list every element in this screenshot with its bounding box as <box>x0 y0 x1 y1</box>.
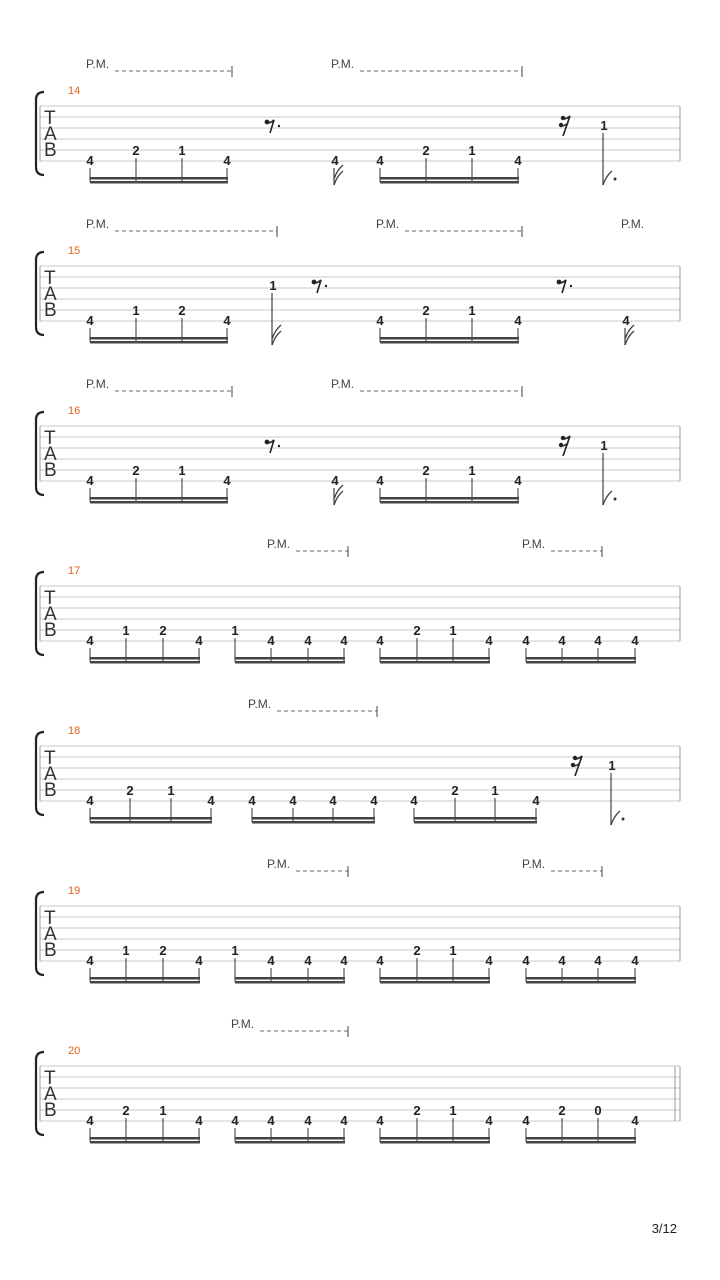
fret-number: 4 <box>376 473 384 488</box>
palm-mute <box>331 57 522 77</box>
fret-number: 4 <box>514 313 522 328</box>
tab-letter: T <box>44 908 56 929</box>
fret-number: 4 <box>223 473 231 488</box>
fret-number: 4 <box>558 633 566 648</box>
tab-system <box>36 377 680 505</box>
fret-number: 4 <box>485 1113 493 1128</box>
eighth-rest <box>557 280 573 293</box>
fret-number: 1 <box>178 463 186 478</box>
fret-number: 1 <box>600 438 608 453</box>
beam <box>252 821 375 824</box>
fret-number: 1 <box>132 303 140 318</box>
beamed-group <box>376 943 493 984</box>
beamed-group <box>376 463 522 504</box>
tab-letter: A <box>44 124 57 145</box>
beam <box>380 497 519 500</box>
tab-letter: B <box>44 140 57 161</box>
palm-mute <box>86 57 232 77</box>
note-flag <box>603 491 612 505</box>
beamed-group <box>410 783 540 824</box>
fret-number: 4 <box>622 313 630 328</box>
fret-number: 2 <box>132 143 140 158</box>
fret-number: 4 <box>86 793 94 808</box>
single-note <box>331 153 343 185</box>
note-flag <box>272 331 281 345</box>
beam <box>235 977 345 980</box>
beam <box>235 657 345 660</box>
note-dot <box>614 178 617 181</box>
beam <box>380 657 490 660</box>
palm-mute <box>86 377 232 397</box>
fret-number: 4 <box>331 153 339 168</box>
palm-mute <box>231 1017 348 1037</box>
fret-number: 4 <box>86 633 94 648</box>
fret-number: 1 <box>231 623 239 638</box>
note-flag <box>334 491 343 505</box>
fret-number: 4 <box>195 953 203 968</box>
fret-number: 1 <box>468 303 476 318</box>
tab-letter: T <box>44 1068 56 1089</box>
fret-number: 4 <box>376 153 384 168</box>
beam <box>380 501 519 504</box>
palm-mute-label: P.M. <box>331 377 355 391</box>
fret-number: 4 <box>594 953 602 968</box>
palm-mute-label: P.M. <box>231 1017 255 1031</box>
tab-letter: A <box>44 924 57 945</box>
fret-number: 1 <box>449 623 457 638</box>
fret-number: 4 <box>331 473 339 488</box>
beam <box>380 341 519 344</box>
fret-number: 2 <box>413 623 421 638</box>
fret-number: 1 <box>159 1103 167 1118</box>
tab-letter: B <box>44 1100 57 1121</box>
tab-letter: A <box>44 284 57 305</box>
beam <box>526 657 636 660</box>
beamed-group <box>231 623 348 664</box>
beam <box>90 177 228 180</box>
fret-number: 4 <box>267 1113 275 1128</box>
beamed-group <box>231 1113 348 1144</box>
palm-mute <box>522 857 602 877</box>
note-dot <box>614 498 617 501</box>
beam <box>90 821 212 824</box>
fret-number: 4 <box>340 633 348 648</box>
beamed-group <box>248 793 378 824</box>
palm-mute <box>267 857 348 877</box>
measure-number: 19 <box>68 885 81 897</box>
beam <box>414 817 537 820</box>
fret-number: 4 <box>631 1113 639 1128</box>
palm-mute <box>376 217 522 237</box>
tab-system <box>36 537 680 664</box>
beam <box>252 817 375 820</box>
palm-mute <box>86 217 277 237</box>
palm-mute-label: P.M. <box>86 377 110 391</box>
page-number: 3/12 <box>651 1221 677 1236</box>
fret-number: 2 <box>126 783 134 798</box>
fret-number: 4 <box>376 313 384 328</box>
fret-number: 4 <box>376 1113 384 1128</box>
measure-number: 16 <box>68 405 81 417</box>
fret-number: 2 <box>422 143 430 158</box>
beamed-group <box>231 943 348 984</box>
eighth-rest <box>265 120 281 133</box>
tab-letter: A <box>44 604 57 625</box>
tab-system <box>36 57 680 185</box>
beam <box>90 497 228 500</box>
fret-number: 2 <box>178 303 186 318</box>
fret-number: 4 <box>522 633 530 648</box>
beam <box>90 181 228 184</box>
beam <box>90 337 228 340</box>
fret-number: 1 <box>491 783 499 798</box>
eighth-rest <box>265 440 281 453</box>
fret-number: 2 <box>122 1103 130 1118</box>
fret-number: 4 <box>631 953 639 968</box>
beam <box>380 177 519 180</box>
measure-number: 15 <box>68 245 81 257</box>
beam <box>90 501 228 504</box>
measure-number: 17 <box>68 565 81 577</box>
palm-mute-label: P.M. <box>522 857 546 871</box>
fret-number: 4 <box>558 953 566 968</box>
fret-number: 1 <box>608 758 616 773</box>
tab-system <box>36 857 680 984</box>
tab-system <box>36 1017 680 1144</box>
tab-letter: T <box>44 748 56 769</box>
tab-letter: A <box>44 764 57 785</box>
palm-mute-label: P.M. <box>267 537 291 551</box>
fret-number: 4 <box>370 793 378 808</box>
fret-number: 4 <box>289 793 297 808</box>
beam <box>235 1141 345 1144</box>
note-flag <box>334 171 343 185</box>
fret-number: 4 <box>485 633 493 648</box>
fret-number: 4 <box>376 953 384 968</box>
palm-mute-label: P.M. <box>248 697 272 711</box>
measure-number: 20 <box>68 1045 81 1057</box>
palm-mute <box>331 377 522 397</box>
beam <box>380 1141 490 1144</box>
fret-number: 2 <box>132 463 140 478</box>
beamed-group <box>86 1103 203 1144</box>
palm-mute-label: P.M. <box>621 217 645 231</box>
tab-letter: T <box>44 108 56 129</box>
beam <box>90 981 200 984</box>
fret-number: 4 <box>86 1113 94 1128</box>
fret-number: 4 <box>304 953 312 968</box>
beam <box>380 181 519 184</box>
fret-number: 4 <box>86 953 94 968</box>
note-flag <box>611 811 620 825</box>
fret-number: 1 <box>231 943 239 958</box>
tab-system <box>36 217 680 345</box>
sixteenth-rest <box>559 116 570 136</box>
sixteenth-rest <box>571 756 582 776</box>
beamed-group <box>522 1103 639 1144</box>
fret-number: 4 <box>195 633 203 648</box>
fret-number: 1 <box>600 118 608 133</box>
fret-number: 4 <box>522 953 530 968</box>
note-dot <box>622 818 625 821</box>
beam <box>90 817 212 820</box>
fret-number: 1 <box>468 143 476 158</box>
tab-system <box>36 697 680 825</box>
fret-number: 4 <box>304 633 312 648</box>
beam <box>380 1137 490 1140</box>
fret-number: 2 <box>159 623 167 638</box>
fret-number: 4 <box>223 313 231 328</box>
fret-number: 4 <box>86 473 94 488</box>
fret-number: 4 <box>631 633 639 648</box>
beam <box>526 1141 636 1144</box>
single-note <box>331 473 343 505</box>
beam <box>526 981 636 984</box>
tab-letter: B <box>44 300 57 321</box>
beam <box>526 1137 636 1140</box>
beamed-group <box>86 463 231 504</box>
fret-number: 4 <box>532 793 540 808</box>
fret-number: 4 <box>340 953 348 968</box>
fret-number: 1 <box>122 943 130 958</box>
note-flag <box>603 171 612 185</box>
beam <box>235 1137 345 1140</box>
beamed-group <box>86 143 231 184</box>
fret-number: 4 <box>195 1113 203 1128</box>
measure-number: 18 <box>68 725 81 737</box>
fret-number: 4 <box>207 793 215 808</box>
fret-number: 4 <box>267 953 275 968</box>
fret-number: 1 <box>269 278 277 293</box>
beam <box>380 661 490 664</box>
fret-number: 2 <box>558 1103 566 1118</box>
note-flag <box>625 331 634 345</box>
fret-number: 4 <box>223 153 231 168</box>
beam <box>380 337 519 340</box>
measure-number: 14 <box>68 85 81 97</box>
palm-mute <box>522 537 602 557</box>
beam <box>526 661 636 664</box>
fret-number: 4 <box>340 1113 348 1128</box>
fret-number: 4 <box>304 1113 312 1128</box>
palm-mute <box>248 697 377 717</box>
fret-number: 4 <box>86 153 94 168</box>
palm-mute-label: P.M. <box>86 217 110 231</box>
tab-letter: A <box>44 1084 57 1105</box>
eighth-rest <box>312 280 328 293</box>
tab-letter: B <box>44 620 57 641</box>
beamed-group <box>86 303 231 344</box>
fret-number: 1 <box>178 143 186 158</box>
fret-number: 2 <box>451 783 459 798</box>
fret-number: 1 <box>449 1103 457 1118</box>
beamed-group <box>376 623 493 664</box>
palm-mute-label: P.M. <box>376 217 400 231</box>
beamed-group <box>522 953 639 984</box>
beam <box>235 981 345 984</box>
beamed-group <box>86 623 203 664</box>
palm-mute-label: P.M. <box>331 57 355 71</box>
fret-number: 0 <box>594 1103 602 1118</box>
fret-number: 2 <box>159 943 167 958</box>
beamed-group <box>86 783 215 824</box>
beam <box>90 1137 200 1140</box>
fret-number: 2 <box>413 1103 421 1118</box>
tab-letter: T <box>44 588 56 609</box>
beam <box>90 661 200 664</box>
fret-number: 1 <box>468 463 476 478</box>
beamed-group <box>522 633 639 664</box>
beam <box>235 661 345 664</box>
fret-number: 4 <box>410 793 418 808</box>
fret-number: 4 <box>329 793 337 808</box>
tab-letter: B <box>44 940 57 961</box>
beam <box>90 341 228 344</box>
fret-number: 4 <box>231 1113 239 1128</box>
fret-number: 4 <box>248 793 256 808</box>
palm-mute-label: P.M. <box>86 57 110 71</box>
fret-number: 4 <box>485 953 493 968</box>
beam <box>90 977 200 980</box>
fret-number: 2 <box>422 303 430 318</box>
beam <box>380 981 490 984</box>
fret-number: 1 <box>167 783 175 798</box>
palm-mute-label: P.M. <box>267 857 291 871</box>
fret-number: 4 <box>514 153 522 168</box>
tab-letter: T <box>44 428 56 449</box>
beamed-group <box>376 1103 493 1144</box>
fret-number: 4 <box>594 633 602 648</box>
beamed-group <box>376 143 522 184</box>
beam <box>414 821 537 824</box>
beamed-group <box>86 943 203 984</box>
palm-mute <box>267 537 348 557</box>
fret-number: 1 <box>449 943 457 958</box>
tab-letter: T <box>44 268 56 289</box>
sixteenth-rest <box>559 436 570 456</box>
fret-number: 2 <box>422 463 430 478</box>
fret-number: 4 <box>267 633 275 648</box>
palm-mute-label: P.M. <box>522 537 546 551</box>
beamed-group <box>376 303 522 344</box>
beam <box>526 977 636 980</box>
beam <box>90 657 200 660</box>
tab-letter: B <box>44 460 57 481</box>
tab-letter: A <box>44 444 57 465</box>
palm-mute <box>621 217 644 231</box>
fret-number: 4 <box>86 313 94 328</box>
fret-number: 1 <box>122 623 130 638</box>
beam <box>90 1141 200 1144</box>
fret-number: 4 <box>376 633 384 648</box>
single-note <box>622 313 634 345</box>
fret-number: 2 <box>413 943 421 958</box>
fret-number: 4 <box>522 1113 530 1128</box>
beam <box>380 977 490 980</box>
tab-letter: B <box>44 780 57 801</box>
fret-number: 4 <box>514 473 522 488</box>
